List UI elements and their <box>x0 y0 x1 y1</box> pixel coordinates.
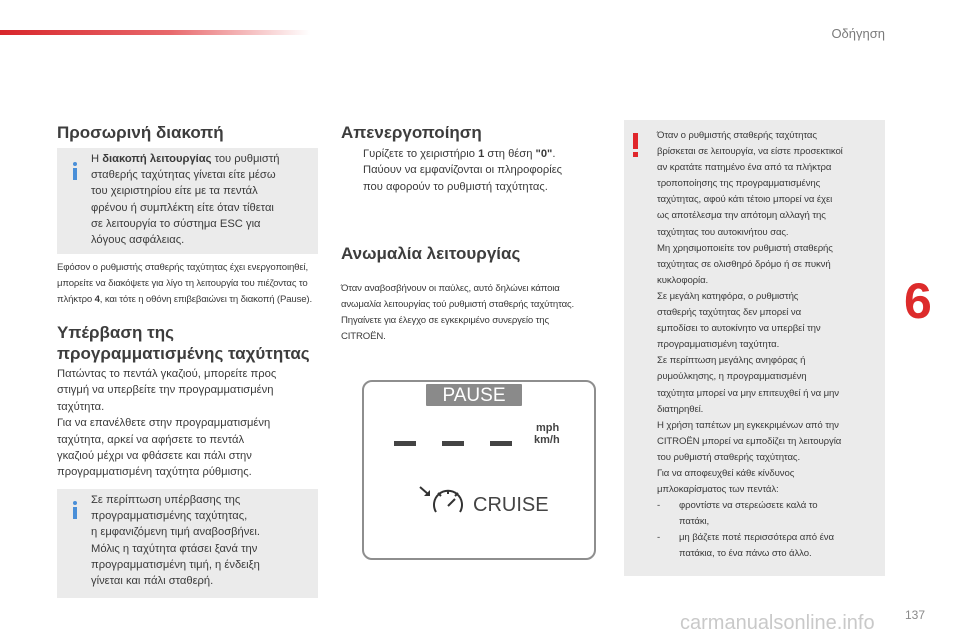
pause-section-title: Προσωρινή διακοπή <box>57 123 224 142</box>
info-icon <box>72 162 78 180</box>
override-info-text: Σε περίπτωση υπέρβασης της προγραμματισμένης ταχύτητας, η εμφανιζόμενη τιμή αναβοσβήνει. Μόλις η ταχύτητα φτάσει ξανά την προγραμματισμένη τιμή, η ένδειξη γίνεται και πάλι σταθερή. <box>91 494 260 588</box>
speed-dash <box>490 441 512 446</box>
warning-text: Όταν ο ρυθμιστής σταθερής ταχύτητας βρίσκεται σε λειτουργία, να είστε προσεκτικοί αν κρατάτε πατημένο ένα από τα πλήκτρα τροποποίησης της προγραμματισμένης ταχύτητας, αφού κάτι τέτοιο μπορεί να έχει ως αποτέλεσμα την απότομη αλλαγή της ταχύτητας του αυτοκινήτου σας. Μη χρησιμοποιείτε τον ρυθμιστή σταθερής ταχύτητας σε ολισθηρό δρόμο ή σε πυκνή κυκλοφορία. Σε μεγάλη κατηφόρα, ο ρυθμιστής σταθερής ταχύτητας δεν μπορεί να εμποδίσει το αυτοκίνητο να υπερβεί την προγραμματισμένη ταχύτητα. Σε περίπτωση μεγάλης ανηφόρας ή ρυμούλκησης, η προγραμματισμένη ταχύτητα μπορεί να μην επιτευχθεί ή να μην διατηρηθεί. Η χρήση ταπέτων μη εγκεκριμένων από την CITROËN μπορεί να εμποδίζει τη λειτουργία του ρυθμιστή σταθερής ταχύτητας. Για να αποφευχθεί κάθε κίνδυνος μπλοκαρίσματος των πεντάλ: - φροντίστε να στερεώσετε καλά το πατάκι, - μη βάζετε ποτέ περισσότερα από ένα πατάκια, το ένα πάνω στο άλλο. <box>657 128 879 563</box>
unit-kmh: km/h <box>534 434 560 446</box>
deactivation-body: Γυρίζετε το χειριστήριο 1 στη θέση "0". Παύουν να εμφανίζονται οι πληροφορίες που αφορούν το ρυθμιστή ταχύτητας. <box>341 146 616 195</box>
override-section-title: Υπέρβαση της προγραμματισμένης ταχύτητας <box>57 323 310 363</box>
info-icon <box>72 501 78 519</box>
chapter-number: 6 <box>904 273 932 329</box>
pause-note: Εφόσον ο ρυθμιστής σταθερής ταχύτητας έχει ενεργοποιηθεί, μπορείτε να διακόψετε για λίγο τη λειτουργία του πιέζοντας το πλήκτρο 4, και τότε η οθόνη επιβεβαιώνει τη διακοπή (Pause). <box>57 262 312 305</box>
header-accent-bar <box>0 30 310 35</box>
speedometer-cruise-icon <box>420 487 462 512</box>
pause-info-box <box>57 148 318 254</box>
list-item: - μη βάζετε ποτέ περισσότερα από ένα πατάκια, το ένα πάνω στο άλλο. <box>657 532 834 560</box>
malfunction-body: Όταν αναβοσβήνουν οι παύλες, αυτό δηλώνει κάποια ανωμαλία λειτουργίας τού ρυθμιστή σταθερής ταχύτητας. Πηγαίνετε για έλεγχο σε εγκεκριμένο συνεργείο της CITROËN. <box>341 283 574 342</box>
cruise-display-illustration <box>345 360 607 576</box>
deactivation-section-title: Απενεργοποίηση <box>341 123 482 142</box>
pause-info-text: Η διακοπή λειτουργίας του ρυθμιστή σταθερής ταχύτητας γίνεται είτε μέσω του χειριστηρίου είτε με τα πεντάλ φρένου ή συμπλέκτη είτε όταν τίθεται σε λειτουργία το σύστημα ESC για λόγους ασφάλειας. <box>91 153 280 247</box>
override-body: Πατώντας το πεντάλ γκαζιού, μπορείτε προς στιγμή να υπερβείτε την προγραμματισμένη ταχύτητα. Για να επανέλθετε στην προγραμματισμένη ταχύτητα, αρκεί να αφήσετε το πεντάλ γκαζιού μέχρι να φθάσετε και πάλι στην προγραμματισμένη ταχύτητα ρύθμισης. <box>57 368 277 479</box>
page-number: 137 <box>905 608 926 622</box>
speed-dash <box>442 441 464 446</box>
watermark: carmanualsonline.info <box>680 612 875 634</box>
override-info-box <box>57 489 318 598</box>
unit-mph: mph <box>536 422 560 434</box>
instrument-screen <box>362 380 596 560</box>
pause-label: PAUSE <box>442 385 506 406</box>
warning-box <box>624 120 885 576</box>
checkbox-bullet-icon <box>341 146 363 162</box>
section-title: Οδήγηση <box>831 26 885 41</box>
exclamation-icon <box>633 133 638 157</box>
list-item: - φροντίστε να στερεώσετε καλά το πατάκι, <box>657 500 818 528</box>
speed-dash <box>394 441 416 446</box>
cruise-label: CRUISE <box>473 494 549 516</box>
malfunction-section-title: Ανωμαλία λειτουργίας <box>341 244 521 263</box>
